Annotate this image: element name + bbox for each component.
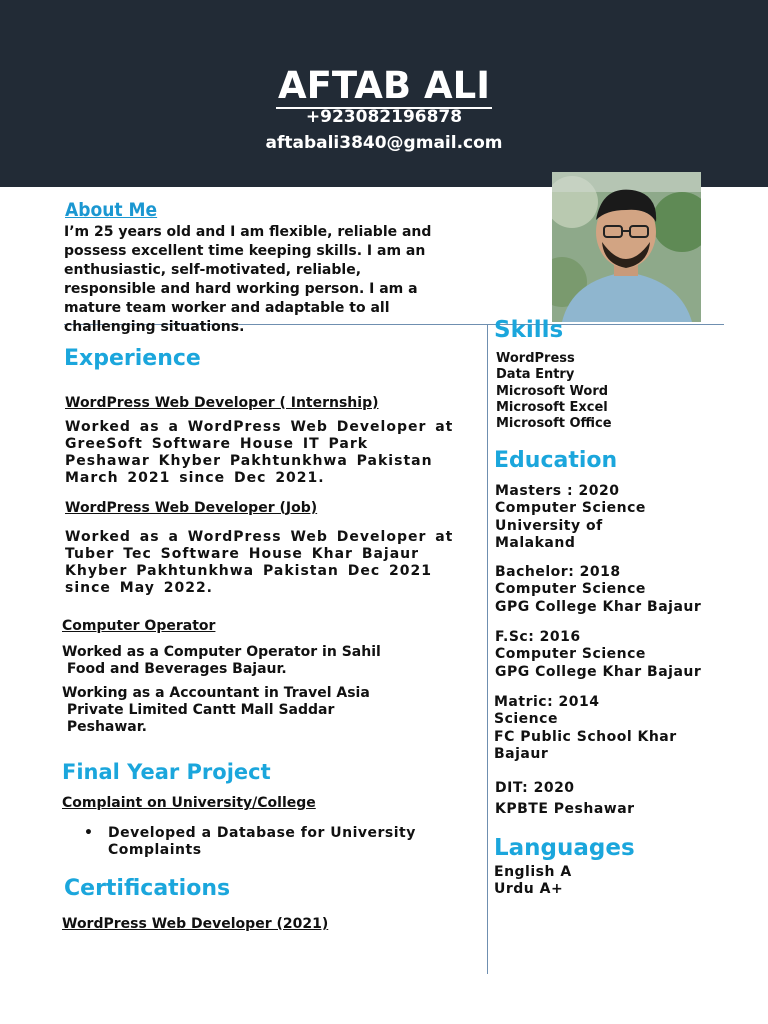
skill-item: WordPress (496, 351, 575, 366)
language-item: Urdu A+ (494, 881, 564, 897)
about-title: About Me (65, 199, 158, 221)
job-description: Worked as a WordPress Web Developer at Tuber Tec Software House Khar Bajaur Khyber Pakhtunkhwa Pakistan Dec 2021 since May 2022. (65, 529, 454, 596)
language-item: English A (494, 864, 572, 880)
project-bullet: Developed a Database for University Complaints (108, 825, 416, 858)
skill-item: Data Entry (496, 367, 575, 383)
email-address: aftabali3840@gmail.com (265, 133, 503, 153)
project-title: Final Year Project (62, 760, 271, 784)
skill-item: Microsoft Excel (496, 399, 608, 415)
education-title: Education (494, 448, 618, 473)
education-entry: Bachelor: 2018 Computer Science GPG College Khar Bajaur (495, 564, 702, 615)
job-title: Computer Operator (62, 618, 216, 634)
project-subtitle: Complaint on University/College (62, 795, 316, 811)
phone-number: +923082196878 (305, 107, 463, 127)
education-entry: DIT: 2020 KPBTE Peshawar (495, 780, 635, 818)
education-entry: F.Sc: 2016 Computer Science GPG College Khar Bajaur (495, 629, 702, 680)
experience-title: Experience (64, 346, 201, 371)
certifications-title: Certifications (64, 876, 231, 901)
skills-title: Skills (494, 317, 564, 343)
candidate-name: AFTAB ALI (278, 64, 490, 107)
about-text: I’m 25 years old and I am flexible, reliable and possess excellent time keeping skills. I am an enthusiastic, self-motivated, reliable, responsible and hard working person. I am a mature team worker and adaptable to all challenging situations. (64, 224, 432, 335)
column-divider (487, 324, 488, 974)
bullet-dot-icon: • (84, 825, 93, 841)
job-title: WordPress Web Developer ( Internship) (65, 395, 379, 411)
skills-list (496, 351, 612, 432)
languages-list (494, 864, 572, 898)
education-entry: Masters : 2020 Computer Science University of Malakand (495, 483, 646, 551)
profile-photo (552, 172, 701, 322)
languages-title: Languages (494, 835, 635, 861)
skill-item: Microsoft Word (496, 383, 609, 399)
job-description: Worked as a Computer Operator in Sahil Food and Beverages Bajaur. Working as a Accountant in Travel Asia Private Limited Cantt Mall Saddar Peshawar. (62, 644, 381, 735)
certification-item: WordPress Web Developer (2021) (62, 916, 329, 932)
job-description: Worked as a WordPress Web Developer at GreeSoft Software House IT Park Peshawar Khyber Pakhtunkhwa Pakistan March 2021 since Dec 2021. (65, 419, 454, 486)
education-entry: Matric: 2014 Science FC Public School Khar Bajaur (494, 694, 677, 762)
job-title: WordPress Web Developer (Job) (65, 500, 318, 516)
skill-item: Microsoft Office (496, 416, 612, 432)
